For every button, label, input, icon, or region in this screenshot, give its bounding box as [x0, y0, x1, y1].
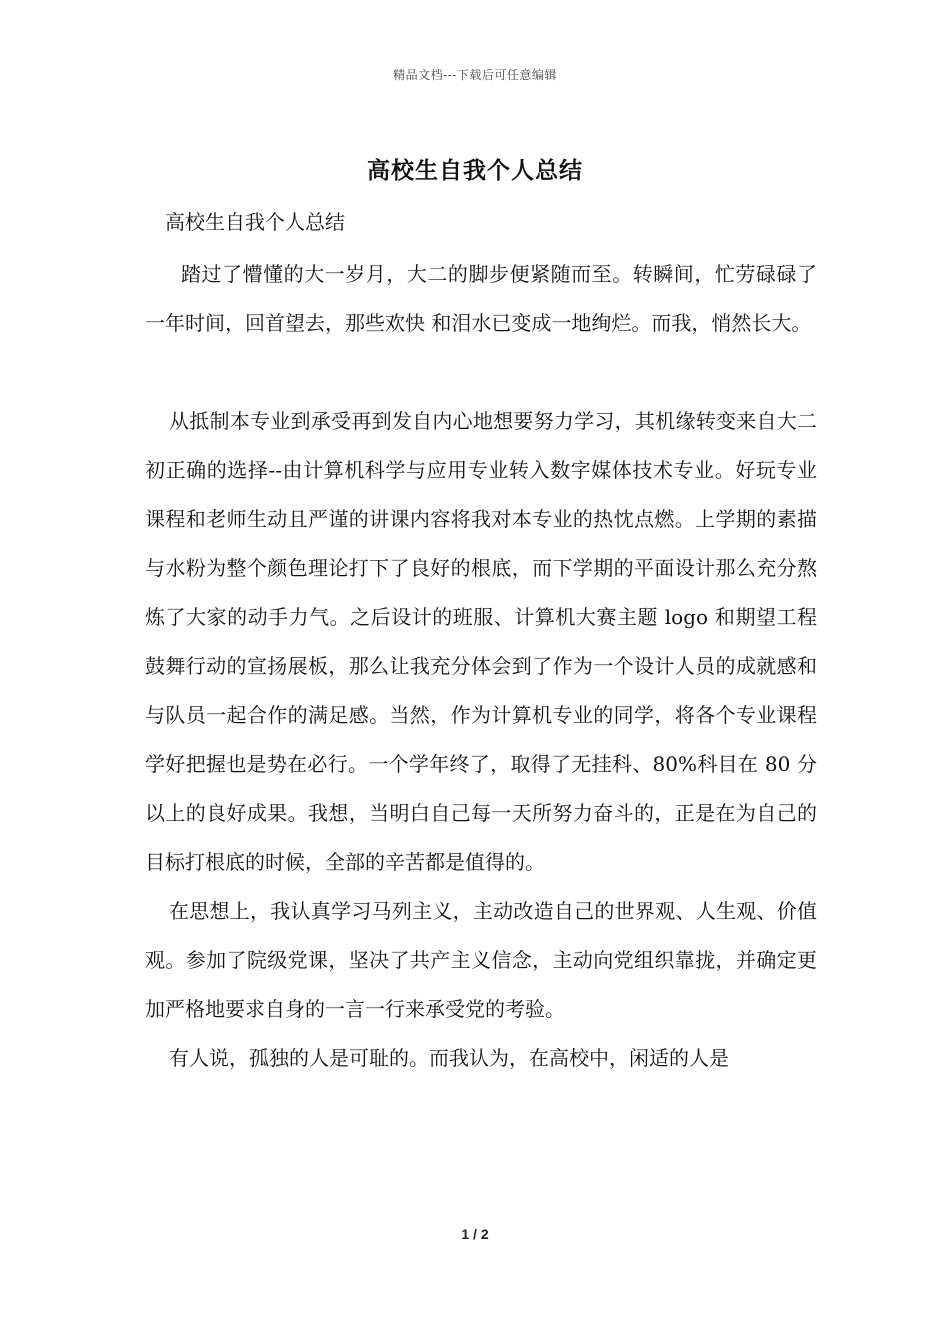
- document-subtitle: 高校生自我个人总结: [165, 210, 345, 234]
- paragraph-1: 踏过了懵懂的大一岁月，大二的脚步便紧随而至。转瞬间，忙劳碌碌了一年时间，回首望去，那些欢快 和泪水已变成一地绚烂。而我，悄然长大。: [145, 262, 817, 335]
- document-body: [145, 200, 817, 1083]
- document-title: 高校生自我个人总结: [367, 157, 583, 184]
- paragraph-2: 从抵制本专业到承受再到发自内心地想要努力学习，其机缘转变来自大二初正确的选择--由计算机科学与应用专业转入数字媒体技术专业。好玩专业课程和老师生动且严谨的讲课内容将我对本专业的热忱点燃。上学期的素描与水粉为整个颜色理论打下了良好的根底，而下学期的平面设计那么充分熬炼了大家的动手力气。之后设计的班服、计算机大赛主题 logo 和期望工程鼓舞行动的宣扬展板，那么让我充分体会到了作为一个设计人员的成就感和与队员一起合作的满足感。当然，作为计算机专业的同学，将各个专业课程学好把握也是势在必行。一个学年终了，取得了无挂科、80%科目在 80 分以上的良好成果。我想，当明白自己每一天所努力奋斗的，正是在为自己的目标打根底的时候，全部的辛苦都是值得的。: [145, 409, 817, 874]
- header-note: 精品文档---下载后可任意编辑: [393, 68, 557, 82]
- page-number: 1 / 2: [461, 1226, 489, 1242]
- paragraph-spacer: [145, 348, 817, 397]
- paragraph-3: 在思想上，我认真学习马列主义，主动改造自己的世界观、人生观、价值观。参加了院级党课，坚决了共产主义信念，主动向党组织靠拢，并确定更加严格地要求自身的一言一行来承受党的考验。: [145, 899, 817, 1021]
- paragraph-4: 有人说，孤独的人是可耻的。而我认为，在高校中，闲适的人是: [169, 1046, 729, 1070]
